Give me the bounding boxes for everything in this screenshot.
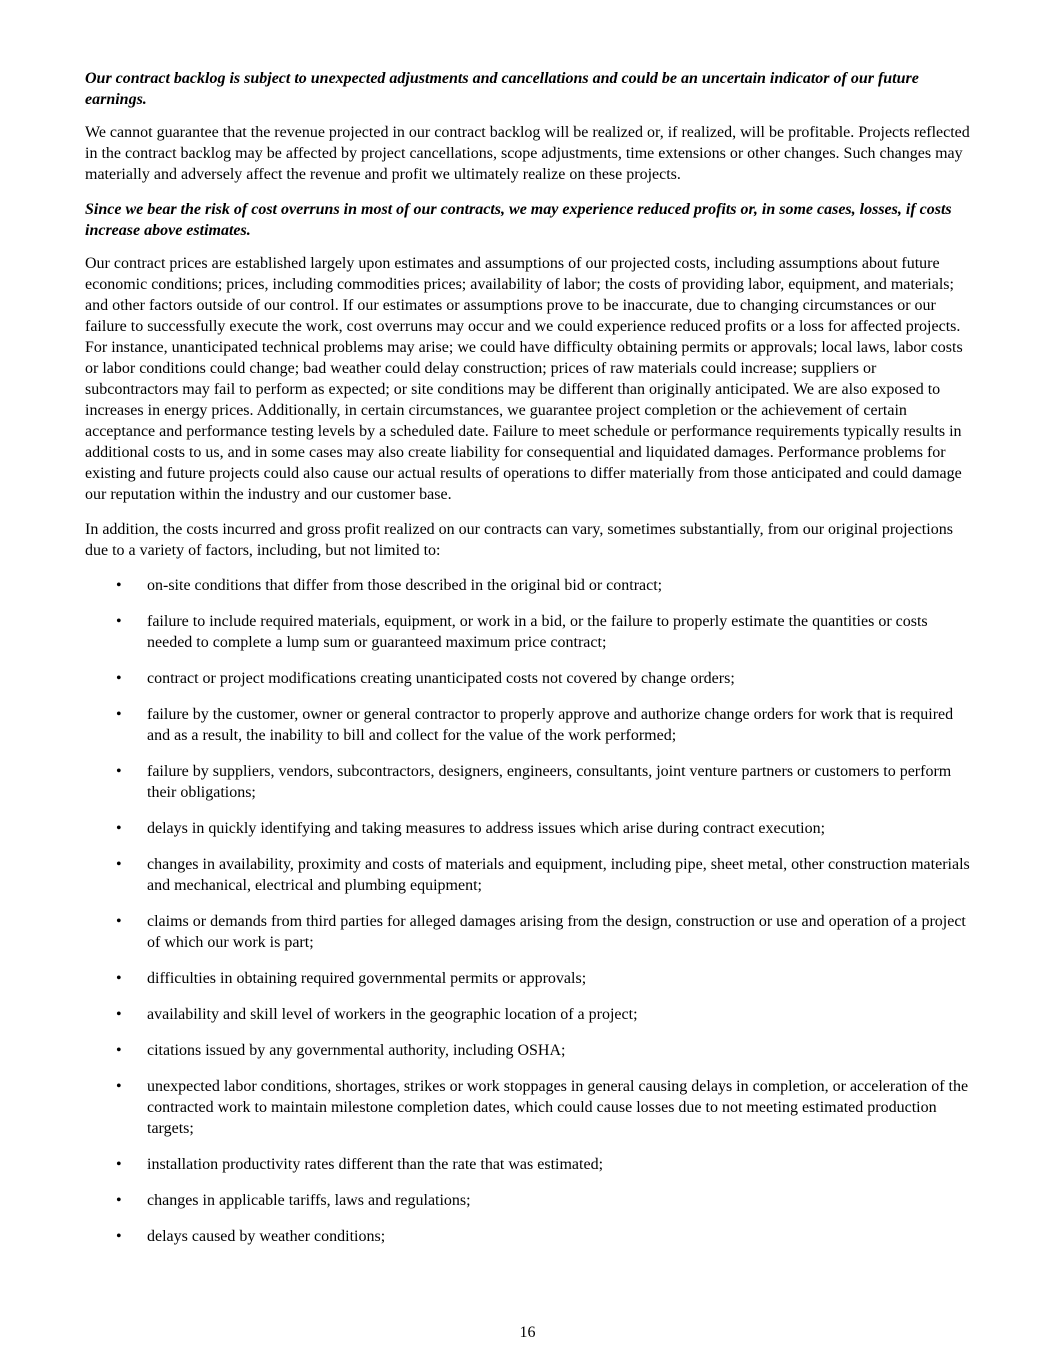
list-item bbox=[85, 911, 971, 953]
risk-factor-list bbox=[85, 575, 971, 1247]
list-item-text: changes in availability, proximity and costs of materials and equipment, including pipe, sheet metal, other construction materials and mechanical, electrical and plumbing equipment; bbox=[147, 856, 970, 894]
bullet-icon: • bbox=[116, 1156, 122, 1173]
bullet-icon: • bbox=[116, 706, 122, 723]
list-item bbox=[85, 968, 971, 989]
list-item bbox=[85, 668, 971, 689]
list-item-text: failure by suppliers, vendors, subcontractors, designers, engineers, consultants, joint venture partners or customers to perform their obligations; bbox=[147, 763, 952, 801]
list-item-text: failure by the customer, owner or general contractor to properly approve and authorize change orders for work that is required and as a result, the inability to bill and collect for the value of the work performed; bbox=[147, 706, 954, 744]
list-item-text: delays in quickly identifying and taking measures to address issues which arise during contract execution; bbox=[147, 820, 826, 837]
list-item-text: contract or project modifications creating unanticipated costs not covered by change orders; bbox=[147, 670, 735, 687]
bullet-icon: • bbox=[116, 577, 122, 594]
list-item-text: claims or demands from third parties for alleged damages arising from the design, construction or use and operation of a project of which our work is part; bbox=[147, 913, 966, 951]
list-item bbox=[85, 818, 971, 839]
list-item-text: delays caused by weather conditions; bbox=[147, 1228, 386, 1245]
bullet-icon: • bbox=[116, 1042, 122, 1059]
list-item-text: on-site conditions that differ from those described in the original bid or contract; bbox=[147, 577, 663, 594]
page-number: 16 bbox=[519, 1324, 536, 1341]
bullet-icon: • bbox=[116, 970, 122, 987]
list-item bbox=[85, 1154, 971, 1175]
list-item bbox=[85, 704, 971, 746]
list-item-text: changes in applicable tariffs, laws and regulations; bbox=[147, 1192, 471, 1209]
list-item-text: citations issued by any governmental authority, including OSHA; bbox=[147, 1042, 566, 1059]
list-item bbox=[85, 1076, 971, 1139]
list-item-text: difficulties in obtaining required governmental permits or approvals; bbox=[147, 970, 587, 987]
bullet-icon: • bbox=[116, 763, 122, 780]
bullet-icon: • bbox=[116, 820, 122, 837]
paragraph-contract-prices: Our contract prices are established largely upon estimates and assumptions of our projected costs, including assumptions about future economic conditions; prices, including commodities prices; availability of labor; the costs of providing labor, equipment, and materials; and other factors outside of our control. If our estimates or assumptions prove to be inaccurate, due to changing circumstances or our failure to successfully execute the work, cost overruns may occur and we could experience reduced profits or a loss for affected projects. For instance, unanticipated technical problems may arise; we could have difficulty obtaining permits or approvals; local laws, labor costs or labor conditions could change; bad weather could delay construction; prices of raw materials could increase; suppliers or subcontractors may fail to perform as expected; or site conditions may be different than originally anticipated. We are also exposed to increases in energy prices. Additionally, in certain circumstances, we guarantee project completion or the achievement of certain acceptance and performance testing levels by a scheduled date. Failure to meet schedule or performance requirements typically results in additional costs to us, and in some cases may also create liability for consequential and liquidated damages. Performance problems for existing and future projects could also cause our actual results of operations to differ materially from those anticipated and could damage our reputation within the industry and our customer base. bbox=[85, 255, 963, 503]
bullet-icon: • bbox=[116, 670, 122, 687]
list-item-text: failure to include required materials, equipment, or work in a bid, or the failure to properly estimate the quantities or costs needed to complete a lump sum or guaranteed maximum price contract; bbox=[147, 613, 928, 651]
bullet-icon: • bbox=[116, 1228, 122, 1245]
paragraph-costs-incurred: In addition, the costs incurred and gross profit realized on our contracts can vary, sometimes substantially, from our original projections due to a variety of factors, including, but not limited to: bbox=[85, 521, 953, 559]
bullet-icon: • bbox=[116, 1078, 122, 1095]
paragraph-backlog: We cannot guarantee that the revenue projected in our contract backlog will be realized or, if realized, will be profitable. Projects reflected in the contract backlog may be affected by project cancellations, scope adjustments, time extensions or other changes. Such changes may materially and adversely affect the revenue and profit we ultimately realize on these projects. bbox=[85, 124, 970, 183]
list-item-text: availability and skill level of workers in the geographic location of a project; bbox=[147, 1006, 638, 1023]
section-heading-cost-overruns: Since we bear the risk of cost overruns in most of our contracts, we may experience reduced profits or, in some cases, losses, if costs increase above estimates. bbox=[85, 201, 952, 239]
bullet-icon: • bbox=[116, 613, 122, 630]
bullet-icon: • bbox=[116, 856, 122, 873]
list-item bbox=[85, 575, 971, 596]
bullet-icon: • bbox=[116, 1006, 122, 1023]
section-heading-backlog: Our contract backlog is subject to unexpected adjustments and cancellations and could be an uncertain indicator of our future earnings. bbox=[85, 70, 919, 108]
bullet-icon: • bbox=[116, 1192, 122, 1209]
bullet-icon: • bbox=[116, 913, 122, 930]
list-item bbox=[85, 611, 971, 653]
list-item bbox=[85, 1226, 971, 1247]
list-item bbox=[85, 1004, 971, 1025]
list-item bbox=[85, 761, 971, 803]
document-page bbox=[85, 68, 971, 1262]
list-item bbox=[85, 1190, 971, 1211]
list-item bbox=[85, 1040, 971, 1061]
list-item bbox=[85, 854, 971, 896]
list-item-text: installation productivity rates different than the rate that was estimated; bbox=[147, 1156, 604, 1173]
list-item-text: unexpected labor conditions, shortages, strikes or work stoppages in general causing delays in completion, or acceleration of the contracted work to maintain milestone completion dates, which could cause losses due to not meeting estimated production targets; bbox=[147, 1078, 969, 1137]
